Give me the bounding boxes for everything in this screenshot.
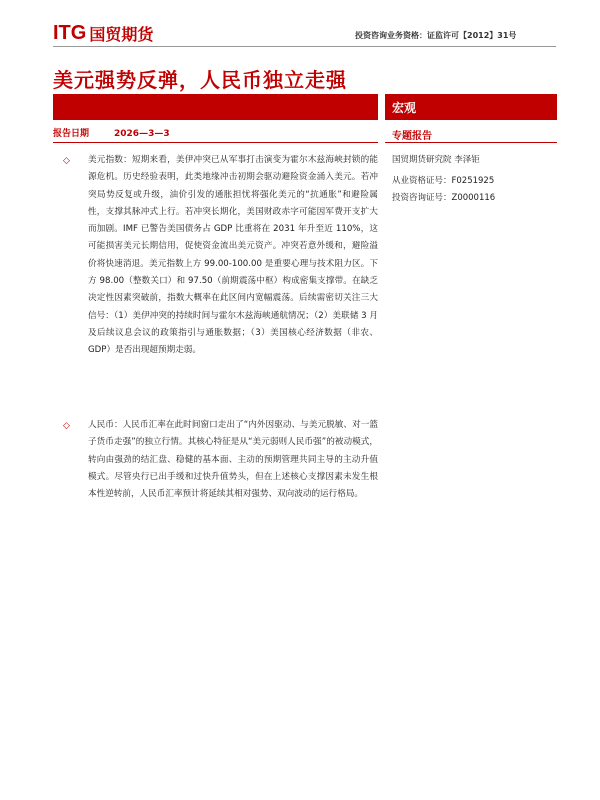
report-type-divider <box>385 142 557 143</box>
title-banner-bar <box>53 94 378 120</box>
bullet-diamond-icon: ◇ <box>63 156 70 166</box>
report-date-row <box>53 126 170 139</box>
report-title: 美元强势反弹，人民币独立走强 <box>53 68 347 92</box>
bullet-diamond-icon: ◇ <box>63 421 70 431</box>
company-logo <box>53 22 153 44</box>
report-date-value: 2026—3—3 <box>114 129 170 139</box>
report-date-label: 报告日期 <box>53 129 90 139</box>
category-label: 宏观 <box>392 101 417 115</box>
logo-itg-text: ITG <box>53 21 87 44</box>
logo-chinese-name: 国贸期货 <box>89 24 154 44</box>
license-text: 投资咨询业务资格：证监许可【2012】31号 <box>355 31 517 40</box>
paragraph-rmb: 人民币：人民币汇率在此时间窗口走出了“内外因驱动、与美元脱敏、对一篮子货币走强”的独立行情。其核心特征是从“美元弱则人民币强”的被动模式，转向由强劲的结汇盘、稳健的基本面、主动的预期管理共同主导的主动升值模式。尽管央行已出手缓和过快升值势头，但在上述核心支撑因素未发生根本性逆转前，人民币汇率预计将延续其相对强势、双向波动的运行格局。 <box>88 420 378 500</box>
report-type-label: 专题报告 <box>392 131 432 142</box>
analyst-name: 国贸期货研究院 李泽钜 <box>392 155 480 165</box>
consulting-cert: 投资咨询证号：Z0000116 <box>392 193 496 203</box>
paragraph-usd-index: 美元指数：短期来看，美伊冲突已从军事打击演变为霍尔木兹海峡封锁的能源危机。历史经验表明，此类地缘冲击初期会驱动避险资金涌入美元。若冲突局势反复或升级，油价引发的通胀担忧将强化美元的“抗通胀”和避险属性，支撑其脉冲式上行。若冲突长期化，美国财政赤字可能因军费开支扩大而加剧。IMF 已警告美国债务占 GDP 比重将在 2031 年升至近 110%，这可能损害美元长期信用，促使资金流出美元资产。冲突若意外缓和，避险溢价将快速消退。美元指数上方 99.00-100.00 是重要心理与技术阻力区。下方 98.00（整数关口）和 97.50（前期震荡中枢）构成密集支撑带。在缺乏决定性因素突破前，指数大概率在此区间内宽幅震荡。后续需密切关注三大信号：（1）美伊冲突的持续时间与霍尔木兹海峡通航情况；（2）美联储 3 月及后续议息会议的政策指引与通胀数据；（3）美国核心经济数据（非农、GDP）是否出现超预期走弱。 <box>88 155 378 356</box>
date-divider <box>53 142 378 143</box>
header-divider <box>53 46 556 47</box>
qualification-cert: 从业资格证号：F0251925 <box>392 176 495 186</box>
